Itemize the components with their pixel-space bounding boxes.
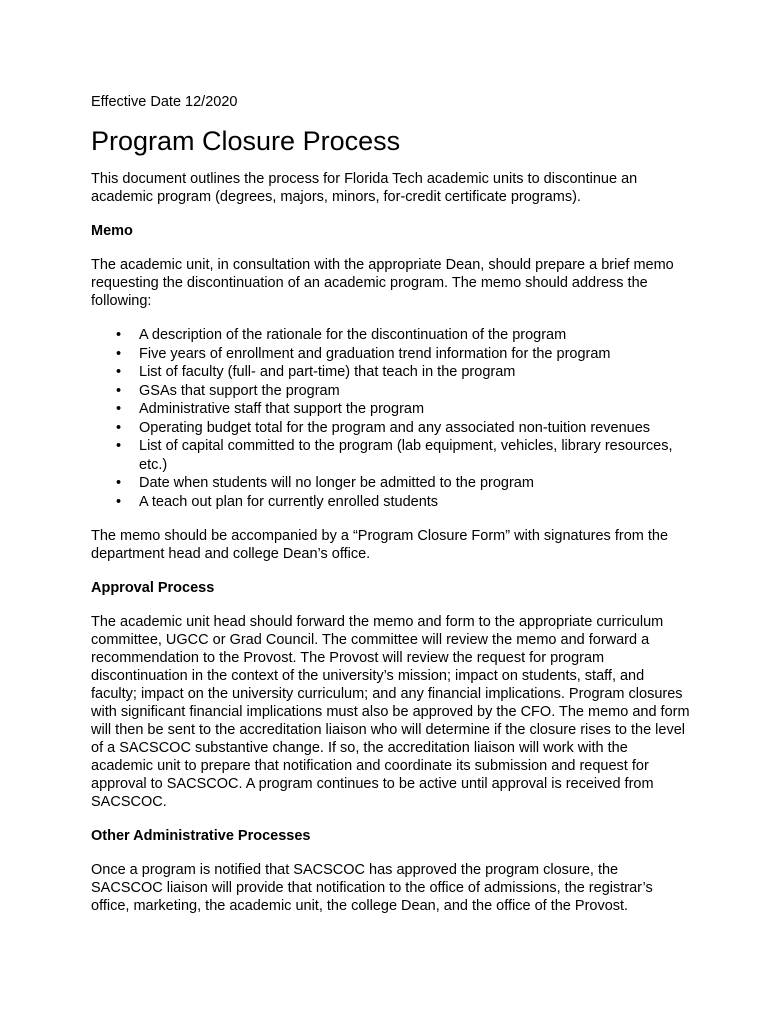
list-item-text: List of faculty (full- and part-time) that teach in the program (139, 364, 516, 380)
bullet-icon: • (116, 364, 122, 380)
list-item-text: List of capital committed to the program (lab equipment, vehicles, library resources, etc.) (139, 438, 673, 473)
bullet-icon: • (116, 345, 122, 362)
memo-requirements-list (91, 326, 691, 511)
memo-paragraph: The academic unit, in consultation with the appropriate Dean, should prepare a brief memo requesting the discontinuation of an academic program. The memo should address the following: (91, 257, 674, 309)
list-item-text: Date when students will no longer be admitted to the program (139, 475, 534, 491)
list-item (91, 400, 691, 419)
list-item-text: Administrative staff that support the program (139, 401, 425, 417)
list-item (91, 493, 691, 512)
list-item (91, 419, 691, 438)
approval-paragraph: The academic unit head should forward the memo and form to the appropriate curriculum committee, UGCC or Grad Council. The committee will review the memo and forward a recommendation to the Provost. The Provost will review the request for program discontinuation in the context of the university’s mission; impact on students, staff, and faculty; impact on the university curriculum; and any financial implications. Program closures with significant financial implications must also be approved by the CFO. The memo and form will then be sent to the accreditation liaison who will determine if the closure rises to the level of a SACSCOC substantive change. If so, the accreditation liaison will work with the academic unit to prepare that notification and coordinate its submission and request for approval to SACSCOC. A program continues to be active until approval is received from SACSCOC. (91, 614, 690, 810)
effective-date: Effective Date 12/2020 (91, 94, 238, 110)
list-item (91, 326, 691, 345)
bullet-icon: • (116, 382, 122, 399)
list-item (91, 345, 691, 364)
other-processes-paragraph: Once a program is notified that SACSCOC has approved the program closure, the SACSCOC liaison will provide that notification to the office of admissions, the registrar’s office, marketing, the academic unit, the college Dean, and the office of the Provost. (91, 862, 653, 914)
list-item-text: A teach out plan for currently enrolled students (139, 493, 439, 510)
list-item-text: GSAs that support the program (139, 382, 340, 399)
approval-heading: Approval Process (91, 580, 215, 596)
bullet-icon: • (116, 419, 122, 436)
list-item-text: Operating budget total for the program and any associated non-tuition revenues (139, 419, 651, 436)
other-processes-heading: Other Administrative Processes (91, 828, 311, 844)
list-item-text: A description of the rationale for the discontinuation of the program (139, 327, 567, 343)
memo-closing-paragraph: The memo should be accompanied by a “Program Closure Form” with signatures from the department head and college Dean’s office. (91, 528, 669, 562)
bullet-icon: • (116, 493, 122, 510)
list-item (91, 474, 691, 493)
bullet-icon: • (116, 401, 122, 417)
list-item (91, 382, 691, 401)
bullet-icon: • (116, 438, 122, 454)
list-item-text: Five years of enrollment and graduation trend information for the program (139, 345, 611, 362)
document-page (91, 92, 691, 931)
list-item (91, 437, 691, 474)
document-title: Program Closure Process (91, 126, 401, 156)
memo-heading: Memo (91, 223, 133, 239)
bullet-icon: • (116, 475, 122, 491)
list-item (91, 363, 691, 382)
intro-paragraph: This document outlines the process for Florida Tech academic units to discontinue an academic program (degrees, majors, minors, for-credit certificate programs). (91, 171, 638, 205)
bullet-icon: • (116, 327, 122, 343)
